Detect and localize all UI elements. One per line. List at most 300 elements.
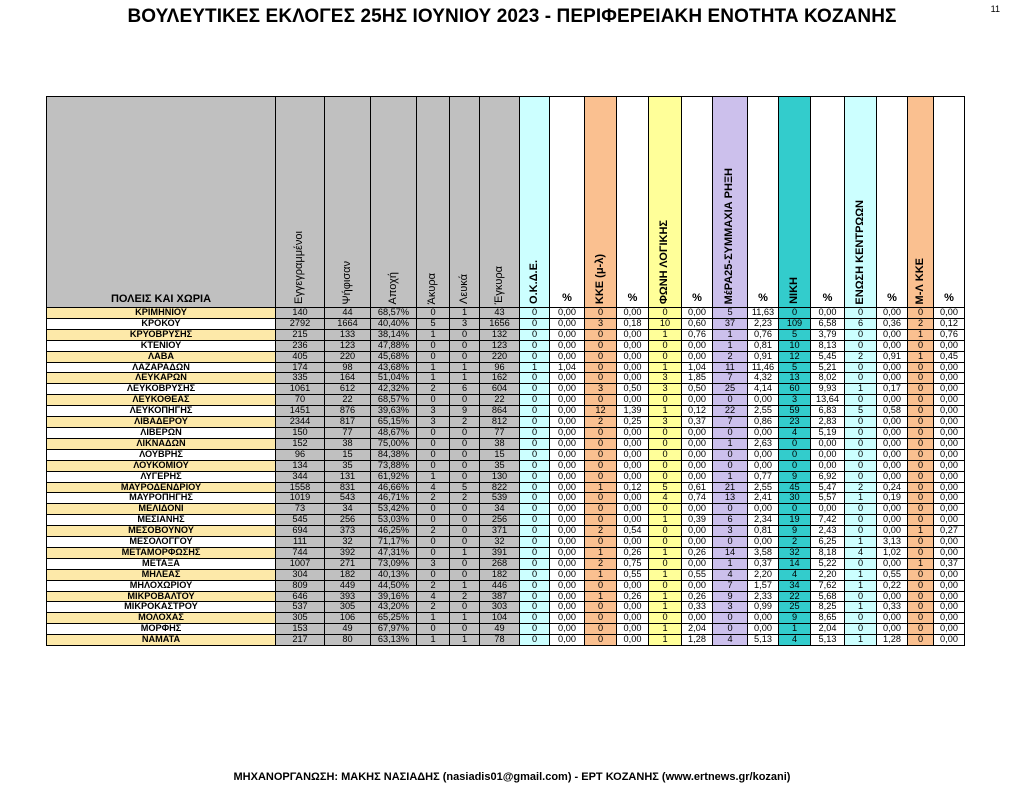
table-row bbox=[47, 613, 965, 624]
table-cell: 0 bbox=[417, 460, 450, 471]
table-cell: 268 bbox=[480, 558, 520, 569]
col-header-abstention: Αποχή bbox=[371, 97, 417, 308]
table-cell: 0 bbox=[450, 460, 480, 471]
table-cell: 0 bbox=[585, 471, 617, 482]
table-cell: 5 bbox=[779, 362, 811, 373]
table-cell: 3 bbox=[585, 384, 617, 395]
table-cell: 34 bbox=[779, 580, 811, 591]
table-cell: 0 bbox=[713, 460, 748, 471]
table-cell: 0,12 bbox=[682, 406, 713, 417]
table-row bbox=[47, 351, 965, 362]
table-cell: 0 bbox=[845, 460, 877, 471]
table-cell: 4,32 bbox=[748, 373, 779, 384]
table-cell: 4 bbox=[779, 569, 811, 580]
table-cell: 130 bbox=[480, 471, 520, 482]
table-cell: 22 bbox=[713, 406, 748, 417]
table-cell: 0,00 bbox=[877, 308, 908, 319]
table-cell: 0 bbox=[908, 613, 934, 624]
table-cell: 0 bbox=[520, 580, 550, 591]
locality-name: ΜΟΡΦΗΣ bbox=[47, 624, 276, 635]
table-cell: 61,92% bbox=[371, 471, 417, 482]
table-row bbox=[47, 515, 965, 526]
table-cell: 152 bbox=[276, 438, 325, 449]
table-cell: 0,00 bbox=[877, 558, 908, 569]
table-cell: 0,00 bbox=[934, 449, 965, 460]
table-cell: 0 bbox=[585, 602, 617, 613]
table-cell: 0 bbox=[779, 460, 811, 471]
table-cell: 2 bbox=[585, 558, 617, 569]
table-cell: 1 bbox=[649, 602, 682, 613]
table-cell: 5,13 bbox=[748, 635, 779, 646]
table-cell: 46,66% bbox=[371, 482, 417, 493]
table-cell: 0,00 bbox=[682, 438, 713, 449]
table-cell: 0 bbox=[585, 351, 617, 362]
col-header-foni-logikis: ΦΩΝΗ ΛΟΓΙΚΗΣ bbox=[649, 97, 682, 308]
table-cell: 8,18 bbox=[811, 547, 845, 558]
table-cell: 0,00 bbox=[617, 373, 649, 384]
table-cell: 46,71% bbox=[371, 493, 417, 504]
table-cell: 0 bbox=[450, 471, 480, 482]
table-cell: 9 bbox=[713, 591, 748, 602]
col-header-okde: Ο.Κ.Δ.Ε. bbox=[520, 97, 550, 308]
table-cell: 7,62 bbox=[811, 580, 845, 591]
table-cell: 1 bbox=[417, 362, 450, 373]
table-cell: 0 bbox=[845, 308, 877, 319]
table-cell: 0,00 bbox=[682, 558, 713, 569]
table-cell: 45,68% bbox=[371, 351, 417, 362]
table-cell: 392 bbox=[325, 547, 371, 558]
table-cell: 0 bbox=[908, 591, 934, 602]
table-row bbox=[47, 493, 965, 504]
table-cell: 0,00 bbox=[877, 395, 908, 406]
table-cell: 14 bbox=[713, 547, 748, 558]
table-cell: 0 bbox=[417, 395, 450, 406]
table-cell: 0 bbox=[713, 624, 748, 635]
table-cell: 449 bbox=[325, 580, 371, 591]
table-cell: 0 bbox=[845, 613, 877, 624]
table-cell: 53,03% bbox=[371, 515, 417, 526]
table-cell: 0,00 bbox=[748, 460, 779, 471]
table-cell: 5,45 bbox=[811, 351, 845, 362]
table-cell: 0 bbox=[520, 460, 550, 471]
table-cell: 0 bbox=[908, 569, 934, 580]
table-cell: 0 bbox=[520, 449, 550, 460]
table-cell: 0,00 bbox=[934, 373, 965, 384]
table-cell: 0,00 bbox=[550, 395, 585, 406]
table-cell: 0 bbox=[845, 471, 877, 482]
table-cell: 63,13% bbox=[371, 635, 417, 646]
table-cell: 1 bbox=[417, 471, 450, 482]
table-cell: 0 bbox=[417, 438, 450, 449]
table-cell: 8,25 bbox=[811, 602, 845, 613]
table-cell: 0,00 bbox=[748, 504, 779, 515]
table-row bbox=[47, 635, 965, 646]
table-cell: 0 bbox=[649, 537, 682, 548]
table-cell: 0 bbox=[585, 580, 617, 591]
table-cell: 0,24 bbox=[877, 482, 908, 493]
table-cell: 0 bbox=[845, 417, 877, 428]
table-row bbox=[47, 558, 965, 569]
table-cell: 0 bbox=[845, 427, 877, 438]
locality-name: ΜΕΣΟΒΟΥΝΟΥ bbox=[47, 526, 276, 537]
table-cell: 59 bbox=[779, 406, 811, 417]
table-cell: 0 bbox=[450, 526, 480, 537]
table-cell: 14 bbox=[779, 558, 811, 569]
table-cell: 1 bbox=[908, 329, 934, 340]
table-cell: 1 bbox=[779, 624, 811, 635]
table-row bbox=[47, 427, 965, 438]
table-cell: 39,16% bbox=[371, 591, 417, 602]
table-cell: 0,00 bbox=[617, 362, 649, 373]
table-cell: 2 bbox=[417, 493, 450, 504]
locality-name: ΛΥΓΕΡΗΣ bbox=[47, 471, 276, 482]
table-row bbox=[47, 395, 965, 406]
table-cell: 1 bbox=[713, 471, 748, 482]
table-cell: 0 bbox=[649, 449, 682, 460]
table-row bbox=[47, 591, 965, 602]
table-cell: 0 bbox=[713, 427, 748, 438]
table-cell: 1 bbox=[417, 329, 450, 340]
table-cell: 5,22 bbox=[811, 558, 845, 569]
table-row bbox=[47, 417, 965, 428]
table-cell: 0 bbox=[908, 504, 934, 515]
table-cell: 0,00 bbox=[550, 340, 585, 351]
table-cell: 0,00 bbox=[617, 471, 649, 482]
table-cell: 0,91 bbox=[748, 351, 779, 362]
table-cell: 539 bbox=[480, 493, 520, 504]
table-cell: 1 bbox=[450, 308, 480, 319]
table-cell: 106 bbox=[325, 613, 371, 624]
table-cell: 1 bbox=[417, 613, 450, 624]
table-cell: 0 bbox=[520, 406, 550, 417]
table-cell: 2 bbox=[450, 493, 480, 504]
table-cell: 4 bbox=[845, 547, 877, 558]
table-cell: 1,39 bbox=[617, 406, 649, 417]
table-cell: 0 bbox=[520, 569, 550, 580]
table-cell: 0,00 bbox=[617, 427, 649, 438]
col-header-mera25: ΜέΡΑ25-ΣΥΜΜΑΧΙΑ ΡΗΞΗ bbox=[713, 97, 748, 308]
table-cell: 2 bbox=[845, 482, 877, 493]
table-cell: 0,00 bbox=[682, 526, 713, 537]
table-cell: 6,83 bbox=[811, 406, 845, 417]
table-cell: 0,00 bbox=[550, 515, 585, 526]
table-cell: 0,00 bbox=[682, 537, 713, 548]
table-cell: 0 bbox=[520, 493, 550, 504]
table-cell: 0 bbox=[845, 591, 877, 602]
table-cell: 0 bbox=[585, 427, 617, 438]
col-header-pct: % bbox=[617, 97, 649, 308]
table-cell: 0,00 bbox=[934, 493, 965, 504]
table-cell: 2344 bbox=[276, 417, 325, 428]
table-cell: 0,25 bbox=[617, 417, 649, 428]
table-cell: 68,57% bbox=[371, 308, 417, 319]
table-cell: 0 bbox=[520, 427, 550, 438]
table-cell: 12 bbox=[779, 351, 811, 362]
table-cell: 822 bbox=[480, 482, 520, 493]
table-cell: 3 bbox=[713, 602, 748, 613]
table-cell: 0 bbox=[908, 580, 934, 591]
table-cell: 43 bbox=[480, 308, 520, 319]
table-cell: 0 bbox=[845, 504, 877, 515]
table-cell: 4 bbox=[779, 635, 811, 646]
table-cell: 1 bbox=[417, 635, 450, 646]
table-cell: 0,00 bbox=[934, 635, 965, 646]
table-cell: 0 bbox=[417, 308, 450, 319]
table-cell: 2,20 bbox=[748, 569, 779, 580]
table-cell: 71,17% bbox=[371, 537, 417, 548]
table-cell: 809 bbox=[276, 580, 325, 591]
table-cell: 0,00 bbox=[550, 558, 585, 569]
table-cell: 0 bbox=[908, 417, 934, 428]
table-cell: 0,00 bbox=[934, 340, 965, 351]
table-cell: 0,00 bbox=[550, 613, 585, 624]
table-cell: 6,58 bbox=[811, 318, 845, 329]
table-cell: 0 bbox=[585, 635, 617, 646]
table-cell: 0,00 bbox=[934, 308, 965, 319]
locality-name: ΛΙΚΝΑΔΩΝ bbox=[47, 438, 276, 449]
table-cell: 0 bbox=[520, 482, 550, 493]
table-cell: 0,00 bbox=[877, 624, 908, 635]
table-cell: 545 bbox=[276, 515, 325, 526]
table-cell: 1 bbox=[450, 580, 480, 591]
table-cell: 0 bbox=[520, 318, 550, 329]
table-cell: 0,00 bbox=[934, 438, 965, 449]
table-cell: 0 bbox=[520, 373, 550, 384]
table-cell: 876 bbox=[325, 406, 371, 417]
table-cell: 38 bbox=[325, 438, 371, 449]
table-cell: 3 bbox=[779, 395, 811, 406]
table-cell: 1 bbox=[417, 373, 450, 384]
table-cell: 2,33 bbox=[748, 591, 779, 602]
table-cell: 0 bbox=[450, 558, 480, 569]
table-cell: 0 bbox=[520, 417, 550, 428]
table-cell: 0,50 bbox=[682, 384, 713, 395]
table-cell: 9 bbox=[779, 526, 811, 537]
table-cell: 3 bbox=[417, 417, 450, 428]
table-cell: 0 bbox=[450, 537, 480, 548]
table-cell: 98 bbox=[325, 362, 371, 373]
page-title: ΒΟΥΛΕΥΤΙΚΕΣ ΕΚΛΟΓΕΣ 25ΗΣ ΙΟΥΝΙΟΥ 2023 - ΠΕΡΙΦΕΡΕΙΑΚΗ ΕΝΟΤΗΤΑ ΚΟΖΑΝΗΣ bbox=[127, 6, 897, 27]
table-cell: 0,61 bbox=[682, 482, 713, 493]
locality-name: ΜΙΚΡΟΚΑΣΤΡΟΥ bbox=[47, 602, 276, 613]
table-row bbox=[47, 438, 965, 449]
table-cell: 35 bbox=[480, 460, 520, 471]
table-cell: 0 bbox=[908, 493, 934, 504]
table-cell: 0 bbox=[649, 558, 682, 569]
table-cell: 0,74 bbox=[682, 493, 713, 504]
table-cell: 0 bbox=[585, 340, 617, 351]
col-header-pct: % bbox=[811, 97, 845, 308]
table-cell: 0 bbox=[649, 308, 682, 319]
table-cell: 109 bbox=[779, 318, 811, 329]
table-cell: 13 bbox=[779, 373, 811, 384]
table-cell: 0,00 bbox=[877, 362, 908, 373]
table-cell: 0,00 bbox=[877, 329, 908, 340]
table-cell: 2 bbox=[845, 351, 877, 362]
locality-name: ΛΙΒΕΡΩΝ bbox=[47, 427, 276, 438]
table-cell: 4 bbox=[713, 635, 748, 646]
table-cell: 0 bbox=[779, 308, 811, 319]
table-cell: 7 bbox=[713, 417, 748, 428]
table-cell: 0,00 bbox=[617, 460, 649, 471]
table-cell: 0 bbox=[845, 340, 877, 351]
table-cell: 7 bbox=[713, 580, 748, 591]
table-cell: 2 bbox=[779, 537, 811, 548]
table-cell: 40,13% bbox=[371, 569, 417, 580]
table-row bbox=[47, 482, 965, 493]
locality-name: ΛΟΥΒΡΗΣ bbox=[47, 449, 276, 460]
table-cell: 0 bbox=[450, 351, 480, 362]
table-cell: 0 bbox=[585, 373, 617, 384]
table-cell: 3 bbox=[585, 318, 617, 329]
table-cell: 335 bbox=[276, 373, 325, 384]
table-cell: 0 bbox=[585, 362, 617, 373]
table-cell: 0 bbox=[908, 515, 934, 526]
table-cell: 0 bbox=[713, 449, 748, 460]
table-cell: 694 bbox=[276, 526, 325, 537]
table-cell: 22 bbox=[325, 395, 371, 406]
table-cell: 0 bbox=[520, 591, 550, 602]
table-cell: 0 bbox=[417, 427, 450, 438]
table-cell: 0,00 bbox=[617, 504, 649, 515]
table-cell: 0 bbox=[908, 406, 934, 417]
table-cell: 393 bbox=[325, 591, 371, 602]
table-cell: 4 bbox=[417, 482, 450, 493]
table-cell: 256 bbox=[325, 515, 371, 526]
table-cell: 34 bbox=[325, 504, 371, 515]
table-cell: 0,00 bbox=[550, 460, 585, 471]
table-cell: 44,50% bbox=[371, 580, 417, 591]
table-cell: 40,40% bbox=[371, 318, 417, 329]
table-cell: 73,09% bbox=[371, 558, 417, 569]
table-cell: 0,76 bbox=[934, 329, 965, 340]
table-cell: 0,00 bbox=[682, 460, 713, 471]
table-cell: 162 bbox=[480, 373, 520, 384]
table-cell: 0,12 bbox=[934, 318, 965, 329]
table-cell: 0,00 bbox=[617, 449, 649, 460]
table-cell: 0,00 bbox=[934, 406, 965, 417]
table-cell: 0 bbox=[908, 624, 934, 635]
table-row bbox=[47, 384, 965, 395]
table-body bbox=[47, 308, 965, 646]
locality-name: ΜΕΤΑΜΟΡΦΩΣΗΣ bbox=[47, 547, 276, 558]
table-cell: 0 bbox=[908, 635, 934, 646]
table-cell: 25 bbox=[713, 384, 748, 395]
table-cell: 0 bbox=[649, 504, 682, 515]
table-cell: 2 bbox=[417, 580, 450, 591]
table-cell: 0,00 bbox=[748, 449, 779, 460]
table-cell: 8,13 bbox=[811, 340, 845, 351]
table-cell: 0 bbox=[585, 493, 617, 504]
table-cell: 45 bbox=[779, 482, 811, 493]
table-cell: 60 bbox=[779, 384, 811, 395]
table-cell: 48,67% bbox=[371, 427, 417, 438]
table-cell: 5,68 bbox=[811, 591, 845, 602]
table-cell: 10 bbox=[779, 340, 811, 351]
table-cell: 817 bbox=[325, 417, 371, 428]
table-cell: 0 bbox=[908, 482, 934, 493]
table-cell: 70 bbox=[276, 395, 325, 406]
table-cell: 0,00 bbox=[934, 395, 965, 406]
table-cell: 0,00 bbox=[682, 613, 713, 624]
table-cell: 812 bbox=[480, 417, 520, 428]
table-cell: 2,23 bbox=[748, 318, 779, 329]
table-row bbox=[47, 318, 965, 329]
table-cell: 0,00 bbox=[877, 471, 908, 482]
table-cell: 0,55 bbox=[617, 569, 649, 580]
table-cell: 0 bbox=[845, 395, 877, 406]
table-cell: 0 bbox=[845, 624, 877, 635]
table-cell: 38 bbox=[480, 438, 520, 449]
table-cell: 543 bbox=[325, 493, 371, 504]
table-cell: 0,76 bbox=[748, 329, 779, 340]
table-cell: 111 bbox=[276, 537, 325, 548]
table-cell: 0 bbox=[520, 547, 550, 558]
table-cell: 0,00 bbox=[550, 351, 585, 362]
table-cell: 0,81 bbox=[748, 340, 779, 351]
table-cell: 0,00 bbox=[550, 493, 585, 504]
col-header-invalid: Άκυρα bbox=[417, 97, 450, 308]
table-cell: 0,60 bbox=[682, 318, 713, 329]
table-cell: 0 bbox=[417, 351, 450, 362]
table-cell: 2 bbox=[450, 417, 480, 428]
table-cell: 0 bbox=[520, 558, 550, 569]
table-cell: 0 bbox=[520, 504, 550, 515]
col-header-pct: % bbox=[682, 97, 713, 308]
table-cell: 35 bbox=[325, 460, 371, 471]
table-cell: 0,00 bbox=[877, 504, 908, 515]
table-cell: 1 bbox=[649, 569, 682, 580]
locality-name: ΛΕΥΚΟΠΗΓΗΣ bbox=[47, 406, 276, 417]
table-row bbox=[47, 460, 965, 471]
table-cell: 0,00 bbox=[748, 537, 779, 548]
table-cell: 0 bbox=[713, 504, 748, 515]
table-row bbox=[47, 449, 965, 460]
table-cell: 1007 bbox=[276, 558, 325, 569]
table-cell: 0,75 bbox=[617, 558, 649, 569]
table-cell: 0 bbox=[585, 537, 617, 548]
table-cell: 4 bbox=[779, 427, 811, 438]
table-cell: 0,00 bbox=[550, 427, 585, 438]
table-cell: 6,92 bbox=[811, 471, 845, 482]
table-cell: 2,55 bbox=[748, 482, 779, 493]
table-cell: 0 bbox=[417, 624, 450, 635]
table-cell: 0,00 bbox=[811, 308, 845, 319]
col-header-enosi-kentroon: ΕΝΩΣΗ ΚΕΝΤΡΩΩΝ bbox=[845, 97, 877, 308]
table-cell: 3 bbox=[649, 384, 682, 395]
locality-name: ΛΕΥΚΑΡΩΝ bbox=[47, 373, 276, 384]
table-cell: 65,25% bbox=[371, 613, 417, 624]
table-cell: 1 bbox=[450, 362, 480, 373]
table-cell: 23 bbox=[779, 417, 811, 428]
col-header-pct: % bbox=[877, 97, 908, 308]
table-cell: 73,88% bbox=[371, 460, 417, 471]
table-cell: 15 bbox=[325, 449, 371, 460]
header-row bbox=[47, 97, 965, 308]
table-cell: 75,00% bbox=[371, 438, 417, 449]
table-cell: 446 bbox=[480, 580, 520, 591]
table-cell: 37 bbox=[713, 318, 748, 329]
table-cell: 0 bbox=[649, 395, 682, 406]
table-cell: 1 bbox=[649, 362, 682, 373]
table-cell: 0,00 bbox=[811, 438, 845, 449]
table-cell: 0 bbox=[908, 547, 934, 558]
table-cell: 2 bbox=[585, 526, 617, 537]
locality-name: ΝΑΜΑΤΑ bbox=[47, 635, 276, 646]
table-cell: 0,00 bbox=[877, 340, 908, 351]
table-row bbox=[47, 537, 965, 548]
table-cell: 0 bbox=[908, 460, 934, 471]
